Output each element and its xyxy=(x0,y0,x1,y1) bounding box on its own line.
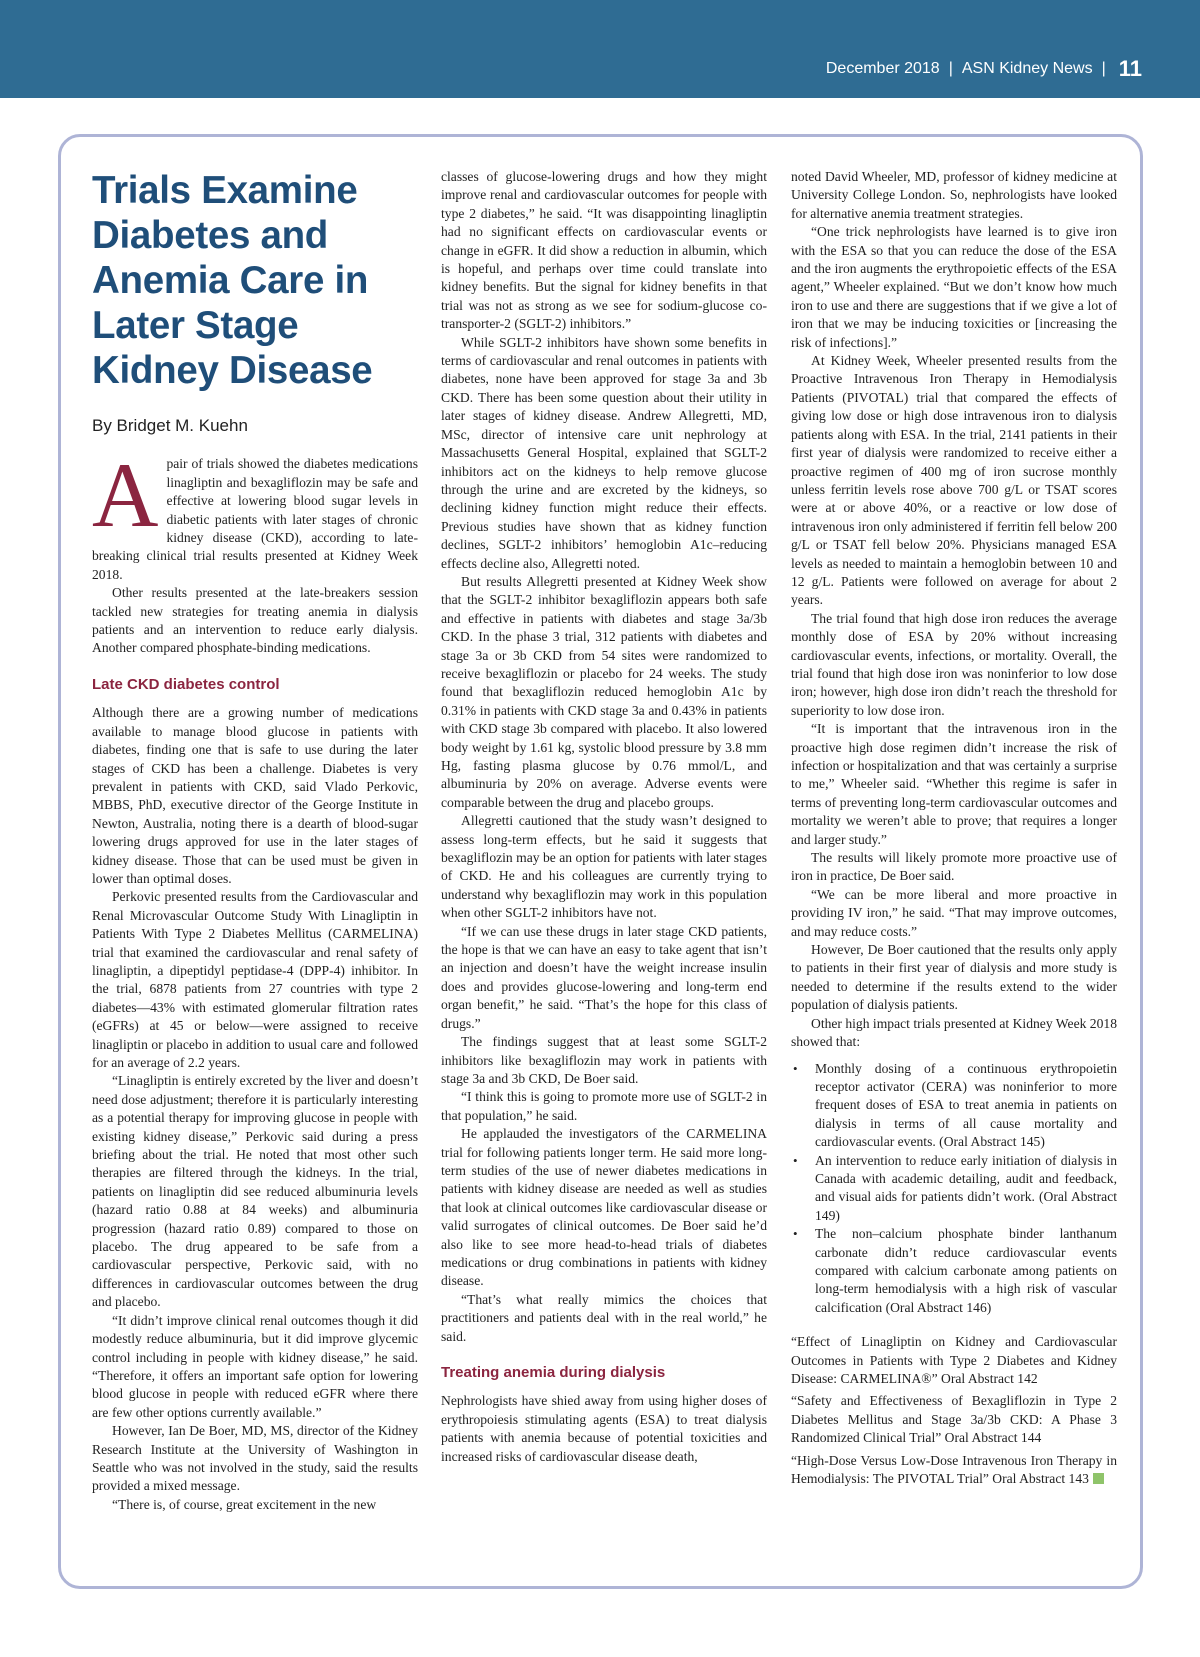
paragraph: classes of glucose-lowering drugs and how they might improve renal and cardiovascular outcomes for people with type 2 diabetes,” he said. “It was disappointing linagliptin had no significant effects on cardiovascular events or change in eGFR. It did show a reduction in albumin, which is hopeful, and perhaps over time could translate into kidney benefits. But the signal for kidney benefits in that trial was not as strong as we see for sodium-glucose co-transporter-2 (SGLT-2) inhibitors.” xyxy=(441,169,767,332)
findings-list xyxy=(791,1060,1117,1318)
paragraph: Perkovic presented results from the Cardiovascular and Renal Microvascular Outcome Study With Linagliptin in Patients With Type 2 Diabetes Mellitus (CARMELINA) trial that examined the cardiovascular and renal safety of linagliptin, a dipeptidyl peptidase-4 (DPP-4) inhibitor. In the trial, 6878 patients from 27 countries with type 2 diabetes—43% with estimated glomerular filtration rates (eGFRs) at 45 or below—were assigned to receive linagliptin or placebo in addition to usual care and followed for an average of 2.2 years. xyxy=(92,889,418,1070)
references xyxy=(791,1333,1117,1488)
paragraph: While SGLT-2 inhibitors have shown some benefits in terms of cardiovascular and renal outcomes in patients with diabetes, none have been approved for stage 3a and 3b CKD. There has been some question about their utility in later stages of kidney disease. Andrew Allegretti, MD, MSc, director of intensive care unit nephrology at Massachusetts General Hospital, explained that SGLT-2 inhibitors act on the kidneys to help remove glucose through the urine and are excreted by the kidneys, so declining kidney function might reduce their effects. Previous studies have shown that as kidney function declines, SGLT-2 inhibitors’ hemoglobin A1c–reducing effects decline also, Allegretti noted. xyxy=(441,334,767,571)
list-item-text: Monthly dosing of a continuous erythropoietin receptor activator (CERA) was noninferior to more frequent doses of ESA to treat anemia in patients on dialysis in terms of all cause mortality and cardiovascular events. (Oral Abstract 145) xyxy=(815,1060,1117,1150)
paragraph: noted David Wheeler, MD, professor of kidney medicine at University College London. So, nephrologists have looked for alternative anemia treatment strategies. xyxy=(791,169,1117,221)
paragraph: Allegretti cautioned that the study wasn’t designed to assess long-term effects, but he said it suggests that bexagliflozin may be an option for patients with later stages of CKD. He and his colleagues are currently trying to understand why bexagliflozin may work in this population when other SGLT-2 inhibitors have not. xyxy=(441,813,767,921)
bullet-icon: • xyxy=(793,1226,798,1242)
bullet-icon: • xyxy=(793,1152,798,1168)
end-mark-icon xyxy=(1093,1473,1104,1484)
header-separator: | xyxy=(1101,60,1106,77)
list-item xyxy=(791,1152,1117,1226)
paragraph: “We can be more liberal and more proactive in providing IV iron,” he said. “That may improve outcomes, and may reduce costs.” xyxy=(791,886,1117,939)
article-title: Trials Examine Diabetes and Anemia Care in Later Stage Kidney Disease xyxy=(92,169,373,392)
column-1 xyxy=(92,168,418,1514)
paragraph: Nephrologists have shied away from using higher doses of erythropoiesis stimulating agents (ESA) to treat dialysis patients with anemia because of potential toxicities and increased risks of cardiovascular disease death, xyxy=(441,1393,767,1464)
reference: “Safety and Effectiveness of Bexagliflozin in Type 2 Diabetes Mellitus and Stage 3a/3b CKD: A Phase 3 Randomized Clinical Trial” Oral Abstract 144 xyxy=(791,1393,1117,1446)
column-3 xyxy=(791,168,1117,1492)
paragraph: But results Allegretti presented at Kidney Week show that the SGLT-2 inhibitor bexagliflozin appears both safe and effective in patients with diabetes and stage 3a/3b CKD. In the phase 3 trial, 312 patients with diabetes and stage 3a or 3b CKD from 54 sites were randomized to receive bexagliflozin or placebo for 24 weeks. The study found that bexagliflozin reduced hemoglobin A1c by 0.31% in patients with CKD stage 3a and 0.43% in patients with CKD stage 3b compared with placebo. It also lowered body weight by 1.61 kg, systolic blood pressure by 3.8 mm Hg, fasting plasma glucose by 0.76 mmol/L, and albuminuria by 20% on average. Adverse events were comparable between the drug and placebo groups. xyxy=(441,573,767,810)
section-heading: Treating anemia during dialysis xyxy=(441,1364,666,1381)
paragraph: He applauded the investigators of the CARMELINA trial for following patients longer term. He said more long-term studies of the use of newer diabetes medications in patients with kidney disease are needed as well as studies that look at clinical outcomes like cardiovascular disease or valid surrogates of clinical outcomes. De Boer said he’d also like to see more head-to-head trials of diabetes medications or drug combinations in patients with kidney disease. xyxy=(441,1126,767,1289)
list-item xyxy=(791,1225,1117,1317)
reference-text: “High-Dose Versus Low-Dose Intravenous Iron Therapy in Hemodialysis: The PIVOTAL Trial” Oral Abstract 143 xyxy=(791,1452,1117,1487)
bullet-icon: • xyxy=(793,1060,798,1076)
paragraph: At Kidney Week, Wheeler presented results from the Proactive Intravenous Iron Therapy in Hemodialysis Patients (PIVOTAL) trial that compared the effects of giving low dose or high dose intravenous iron to dialysis patients along with ESA. In the trial, 2141 patients in their first year of dialysis were randomized to receive either a proactive regimen of 400 mg of iron sucrose monthly unless ferritin levels rose above 700 g/L or TSAT scores were at or above 40%, or a reactive or low dose of intravenous iron only administered if ferritin fell below 200 g/L or TSAT fell below 20%. Physicians managed ESA levels as needed to maintain a hemoglobin between 10 and 12 g/L. Patients were followed on average for about 2 years. xyxy=(791,353,1117,608)
paragraph: “It is important that the intravenous iron in the proactive high dose regimen didn’t increase the risk of infection or hospitalization and that was certainly a surprise to me,” Wheeler said. “Whether this regime is safer in terms of preventing long-term cardiovascular outcomes and mortality we weren’t able to prove; that requires a longer and larger study.” xyxy=(791,721,1117,847)
header-separator: | xyxy=(948,60,953,77)
paragraph: The results will likely promote more proactive use of iron in practice, De Boer said. xyxy=(791,850,1117,884)
paragraph: “One trick nephrologists have learned is to give iron with the ESA so that you can reduce the dose of the ESA and the iron augments the erythropoietic effects of the ESA agent,” Wheeler explained. “But we don’t know how much iron to use and there are suggestions that if we give a lot of iron that we may be inducing toxicities or [increasing the risk of infections].” xyxy=(791,224,1117,350)
drop-cap: A xyxy=(92,444,159,547)
section-heading: Late CKD diabetes control xyxy=(92,675,280,693)
list-item-text: The non–calcium phosphate binder lanthanum carbonate didn’t reduce cardiovascular events compared with calcium carbonate among patients on long-term hemodialysis with a high risk of vascular calcification (Oral Abstract 146) xyxy=(815,1226,1117,1315)
list-item xyxy=(791,1060,1117,1152)
paragraph: “There is, of course, great excitement in the new xyxy=(112,1496,377,1512)
column-2 xyxy=(441,168,767,1466)
reference xyxy=(791,1452,1117,1489)
paragraph: “If we can use these drugs in later stage CKD patients, the hope is that we can have an easy to take agent that isn’t an injection and doesn’t have the weight increase insulin does and provides glucose-lowering and long-term end organ benefit,” he said. “That’s the hope for this class of drugs.” xyxy=(441,923,767,1031)
paragraph: Other results presented at the late-breakers session tackled new strategies for treating anemia in dialysis patients and an intervention to reduce early dialysis. Another compared phosphate-binding medications. xyxy=(92,585,418,656)
issue-date: December 2018 xyxy=(825,60,940,77)
paragraph: “I think this is going to promote more use of SGLT-2 in that population,” he said. xyxy=(441,1089,767,1123)
paragraph: “That’s what really mimics the choices that practitioners and patients deal with in the real world,” he said. xyxy=(441,1291,767,1344)
lead-text: pair of trials showed the diabetes medications linagliptin and bexagliflozin may be safe and effective at lowering blood sugar levels in diabetic patients with later stages of chronic kidney disease (CKD), according to late-breaking clinical trial results presented at Kidney Week 2018. xyxy=(92,456,418,582)
paragraph: However, De Boer cautioned that the results only apply to patients in their first year of dialysis and more study is needed to determine if the results extend to the wider population of dialysis patients. xyxy=(791,942,1117,1013)
paragraph: The findings suggest that at least some SGLT-2 inhibitors like bexagliflozin may work in patients with stage 3a and 3b CKD, De Boer said. xyxy=(441,1034,767,1086)
page-number: 11 xyxy=(1118,56,1142,81)
paragraph: Other high impact trials presented at Kidney Week 2018 showed that: xyxy=(791,1015,1117,1050)
publication-name: ASN Kidney News xyxy=(961,60,1093,77)
paragraph: “It didn’t improve clinical renal outcomes though it did modestly reduce albuminuria, but it did improve glycemic control including in people with kidney disease,” he said. “Therefore, it offers an important safe option for lowering blood glucose in people with reduced eGFR where there are few other options currently available.” xyxy=(92,1312,418,1420)
header-band xyxy=(0,0,1200,98)
page-header xyxy=(826,56,1142,82)
paragraph: Although there are a growing number of medications available to manage blood glucose in patients with diabetes, finding one that is safe to use during the later stages of CKD has been a challenge. Diabetes is very prevalent in patients with CKD, said Vlado Perkovic, MBBS, PhD, executive director of the George Institute in Newton, Australia, noting there is a dearth of blood-sugar lowering drugs approved for use in the later stages of kidney disease. Those that can be used must be given in lower than optimal doses. xyxy=(92,705,418,886)
paragraph: “Linagliptin is entirely excreted by the liver and doesn’t need dose adjustment; therefore it is particularly interesting as a potential therapy for improving glucose in people with existing kidney disease,” Perkovic said during a press briefing about the trial. He noted that most other such therapies are filtered through the kidneys. In the trial, patients on linagliptin did see reduced albuminuria levels (hazard ratio 0.88 at 84 weeks) and albuminuria progression (hazard ratio 0.89) compared to those on placebo. The drug appeared to be safe from a cardiovascular perspective, Perkovic said, with no differences in cardiovascular outcomes between the drug and placebo. xyxy=(92,1073,418,1310)
paragraph: The trial found that high dose iron reduces the average monthly dose of ESA by 20% without increasing cardiovascular events, infections, or mortality. Overall, the trial found that high dose iron was noninferior to low dose iron; however, high dose iron didn’t reach the threshold for superiority to low dose iron. xyxy=(791,610,1117,718)
list-item-text: An intervention to reduce early initiation of dialysis in Canada with academic detailing, audit and feedback, and visual aids for patients didn’t work. (Oral Abstract 149) xyxy=(815,1152,1117,1223)
byline: By Bridget M. Kuehn xyxy=(92,416,248,435)
lead-paragraph xyxy=(92,444,418,584)
paragraph: However, Ian De Boer, MD, MS, director of the Kidney Research Institute at the University of Washington in Seattle who was not involved in the study, said the results provided a mixed message. xyxy=(92,1423,418,1494)
reference: “Effect of Linagliptin on Kidney and Cardiovascular Outcomes in Patients with Type 2 Diabetes and Kidney Disease: CARMELINA®” Oral Abstract 142 xyxy=(791,1334,1117,1386)
